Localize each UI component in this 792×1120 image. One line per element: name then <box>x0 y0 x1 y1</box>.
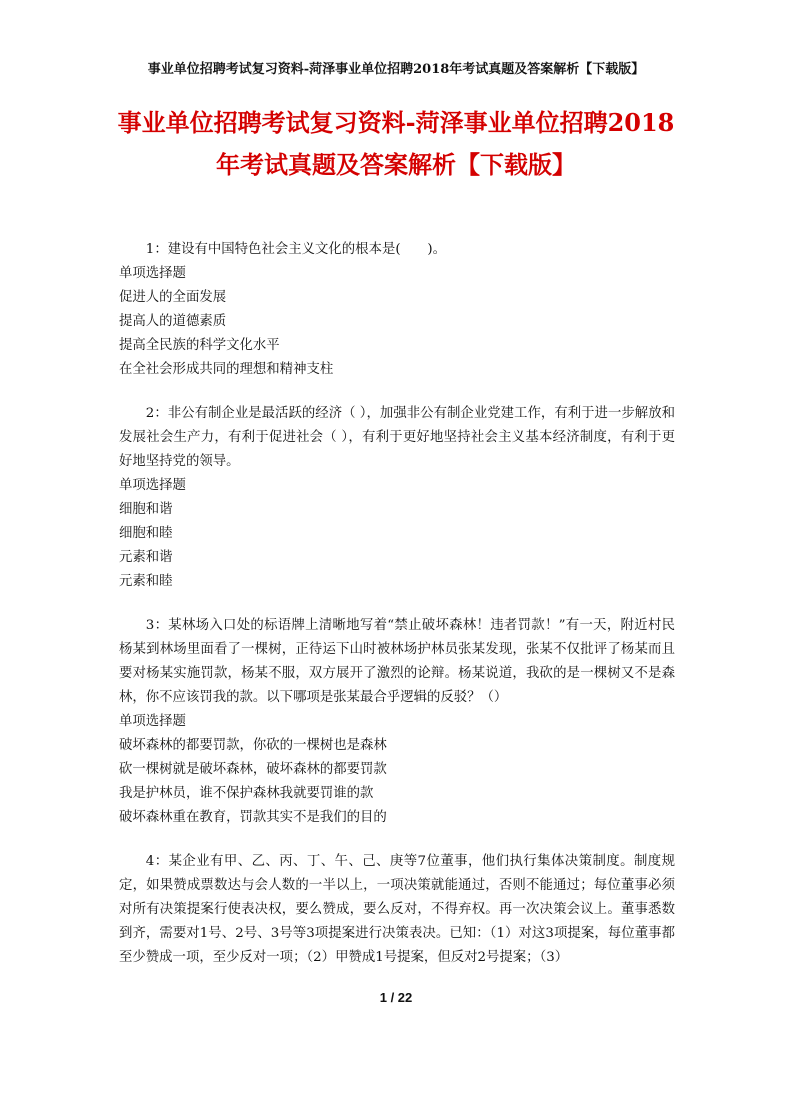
option-a: 促进人的全面发展 <box>119 290 227 305</box>
question-type: 单项选择题 <box>119 714 186 729</box>
option-d: 在全社会形成共同的理想和精神支柱 <box>119 362 334 377</box>
question-list <box>119 238 675 990</box>
option-b: 砍一棵树就是破坏森林，破坏森林的都要罚款 <box>119 762 387 777</box>
question-3 <box>119 614 675 830</box>
option-c: 我是护林员，谁不保护森林我就要罚谁的款 <box>119 786 374 801</box>
title-line-2: 年考试真题及答案解析【下载版】 <box>216 150 576 179</box>
question-text: 4：某企业有甲、乙、丙、丁、午、己、庚等7位董事，他们执行集体决策制度。制度规定，如果赞成票数达与会人数的一半以上，一项决策就能通过，否则不能通过；每位董事必须对所有决策提案行使表决权，要么赞成，要么反对，不得弃权。再一次决策会议上。董事悉数到齐，需要对1号、2号、3号等3项提案进行决策表决。已知：（1）对这3项提案，每位董事都至少赞成一项，至少反对一项；（2）甲赞成1号提案，但反对2号提案；（3） <box>119 854 675 965</box>
question-text: 1：建设有中国特色社会主义文化的根本是( )。 <box>145 242 446 257</box>
document-title <box>60 102 732 186</box>
option-d: 破坏森林重在教育，罚款其实不是我们的目的 <box>119 810 387 825</box>
question-text: 3：某林场入口处的标语牌上清晰地写着“禁止破坏森林！违者罚款！”有一天，附近村民杨某到林场里面看了一棵树，正待运下山时被林场护林员张某发现，张某不仅批评了杨某而且要对杨某实施罚款，杨某不服，双方展开了激烈的论辩。杨某说道，我砍的是一棵树又不是森林，你不应该罚我的款。以下哪项是张某最合乎逻辑的反驳？（） <box>119 618 675 705</box>
option-a: 细胞和谐 <box>119 502 173 517</box>
page-number: 1 / 22 <box>379 990 413 1005</box>
question-4 <box>119 850 675 970</box>
option-d: 元素和睦 <box>119 574 173 589</box>
option-b: 细胞和睦 <box>119 526 173 541</box>
question-type: 单项选择题 <box>119 266 186 281</box>
question-2 <box>119 402 675 594</box>
option-c: 提高全民族的科学文化水平 <box>119 338 280 353</box>
running-header: 事业单位招聘考试复习资料-菏泽事业单位招聘2018年考试真题及答案解析【下载版】 <box>147 62 645 77</box>
question-type: 单项选择题 <box>119 478 186 493</box>
option-a: 破坏森林的都要罚款，你砍的一棵树也是森林 <box>119 738 387 753</box>
question-text: 2：非公有制企业是最活跃的经济（ ），加强非公有制企业党建工作，有利于进一步解放和发展社会生产力，有利于促进社会（ ），有利于更好地坚持社会主义基本经济制度，有利于更好地坚持党的领导。 <box>119 406 675 469</box>
option-c: 元素和谐 <box>119 550 173 565</box>
title-line-1: 事业单位招聘考试复习资料-菏泽事业单位招聘2018 <box>117 108 675 137</box>
question-1 <box>119 238 675 382</box>
option-b: 提高人的道德素质 <box>119 314 227 329</box>
